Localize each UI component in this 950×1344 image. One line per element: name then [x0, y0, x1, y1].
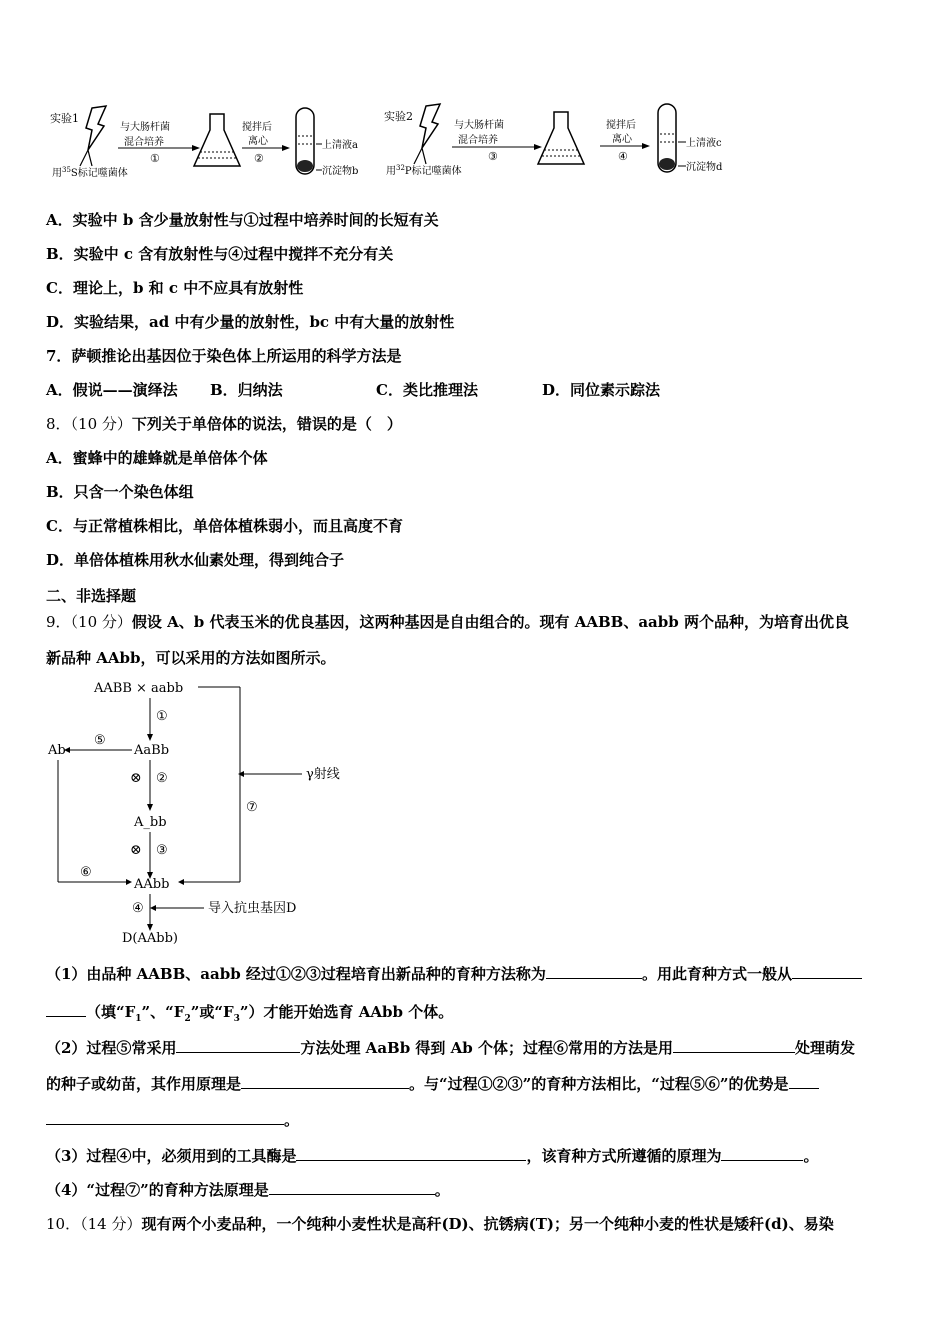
svg-text:离心: 离心	[612, 134, 632, 145]
q9-part1-line1: （1）由品种 AABB、aabb 经过①②③过程培育出新品种的育种方法称为 。用此育种方式一般从	[46, 964, 862, 984]
flask-icon	[194, 114, 240, 166]
svg-text:上清液c: 上清液c	[686, 138, 722, 149]
svg-text:沉淀物d: 沉淀物d	[686, 162, 723, 173]
q7-option-a: A．假说——演绎法	[46, 381, 178, 399]
section-heading: 二、非选择题	[46, 587, 137, 605]
svg-text:与大肠杆菌: 与大肠杆菌	[120, 122, 170, 133]
q8-option-b: B．只含一个染色体组	[46, 483, 194, 501]
phage-icon	[86, 106, 106, 150]
svg-text:①: ①	[156, 709, 168, 724]
svg-text:④: ④	[618, 150, 628, 163]
result-label: D(AAbb)	[122, 931, 178, 946]
svg-text:④: ④	[132, 901, 144, 916]
svg-text:与大肠杆菌: 与大肠杆菌	[454, 120, 504, 131]
svg-text:③: ③	[156, 843, 168, 858]
haploid-label: Ab	[48, 743, 66, 758]
phage-experiment-diagram	[40, 100, 740, 190]
q9-part2-line3: 。	[46, 1110, 299, 1130]
svg-text:⑥: ⑥	[80, 865, 92, 880]
q10-stem: 10．（14 分）现有两个小麦品种，一个纯种小麦性状是高秆(D)、抗锈病(T)；另一个纯种小麦的性状是矮秆(d)、易染	[46, 1215, 834, 1233]
gamma-ray-label: γ射线	[306, 767, 340, 782]
svg-text:搅拌后: 搅拌后	[242, 122, 272, 133]
svg-text:⑦: ⑦	[246, 800, 258, 815]
svg-text:实验2: 实验2	[384, 110, 413, 123]
svg-text:②: ②	[254, 152, 264, 165]
import-gene-label: 导入抗虫基因D	[208, 901, 297, 916]
f2-label: A_bb	[134, 815, 167, 830]
svg-text:沉淀物b: 沉淀物b	[322, 166, 359, 177]
parents-label: AABB × aabb	[94, 681, 184, 696]
svg-text:离心: 离心	[248, 136, 268, 147]
experiment-1	[50, 106, 358, 179]
svg-text:①: ①	[150, 152, 160, 165]
q8-stem: 8．（10 分）下列关于单倍体的说法，错误的是（ ）	[46, 415, 402, 433]
q7-option-d: D．同位素示踪法	[542, 381, 661, 399]
q8-option-c: C．与正常植株相比，单倍体植株弱小，而且高度不育	[46, 517, 403, 535]
q9-stem-line1: 9．（10 分）假设 A、b 代表玉米的优良基因，这两种基因是自由组合的。现有 AABB、aabb 两个品种，为培育出优良	[46, 613, 849, 631]
q7-options	[46, 380, 660, 400]
q9-part3: （3）过程④中，必须用到的工具酶是 ，该育种方式所遵循的原理为 。	[46, 1147, 819, 1165]
f1-label: AaBb	[134, 743, 170, 758]
svg-text:混合培养: 混合培养	[124, 137, 164, 148]
svg-text:用35S标记噬菌体: 用$^{35}$S标记噬菌体	[52, 166, 128, 179]
breeding-flow-diagram	[44, 676, 344, 946]
target-label: AAbb	[134, 877, 170, 892]
q9-part1-line2: （填“$F_1$”、“$F_2$”或“$F_3$”）才能开始选育 AAbb 个体。	[46, 1002, 453, 1029]
q9-part2-line2: 的种子或幼苗，其作用原理是 。与“过程①②③”的育种方法相比，“过程⑤⑥”的优势是	[46, 1074, 819, 1094]
q8-option-d: D．单倍体植株用秋水仙素处理，得到纯合子	[46, 551, 345, 569]
experiment-2	[384, 104, 723, 177]
svg-text:⊗: ⊗	[130, 770, 142, 786]
svg-text:混合培养: 混合培养	[458, 135, 498, 146]
q7-stem: 7．萨顿推论出基因位于染色体上所运用的科学方法是	[46, 347, 402, 365]
svg-text:搅拌后: 搅拌后	[606, 120, 636, 131]
q6-option-c: C．理论上，b 和 c 中不应具有放射性	[46, 279, 304, 297]
svg-text:用32P标记噬菌体: 用$^{32}$P标记噬菌体	[386, 164, 462, 177]
svg-text:⊗: ⊗	[130, 842, 142, 858]
q7-option-c: C．类比推理法	[376, 381, 478, 399]
q7-option-b: B．归纳法	[210, 381, 283, 399]
svg-text:上清液a: 上清液a	[322, 140, 358, 151]
q6-option-b: B．实验中 c 含有放射性与④过程中搅拌不充分有关	[46, 245, 394, 263]
svg-text:②: ②	[156, 771, 168, 786]
q6-option-d: D．实验结果，ad 中有少量的放射性，bc 中有大量的放射性	[46, 313, 455, 331]
q9-part2-line1: （2）过程⑤常采用 方法处理 AaBb 得到 Ab 个体；过程⑥常用的方法是用 处理萌发	[46, 1039, 856, 1057]
q9-stem-line2: 新品种 AAbb，可以采用的方法如图所示。	[46, 649, 336, 667]
svg-text:⑤: ⑤	[94, 733, 106, 748]
svg-text:③: ③	[488, 150, 498, 163]
q8-option-a: A．蜜蜂中的雄蜂就是单倍体个体	[46, 449, 268, 467]
exp1-label: 实验1	[50, 112, 79, 125]
q6-option-a: A．实验中 b 含少量放射性与①过程中培养时间的长短有关	[46, 211, 439, 229]
q9-part4: （4）“过程⑦”的育种方法原理是 。	[46, 1181, 450, 1199]
